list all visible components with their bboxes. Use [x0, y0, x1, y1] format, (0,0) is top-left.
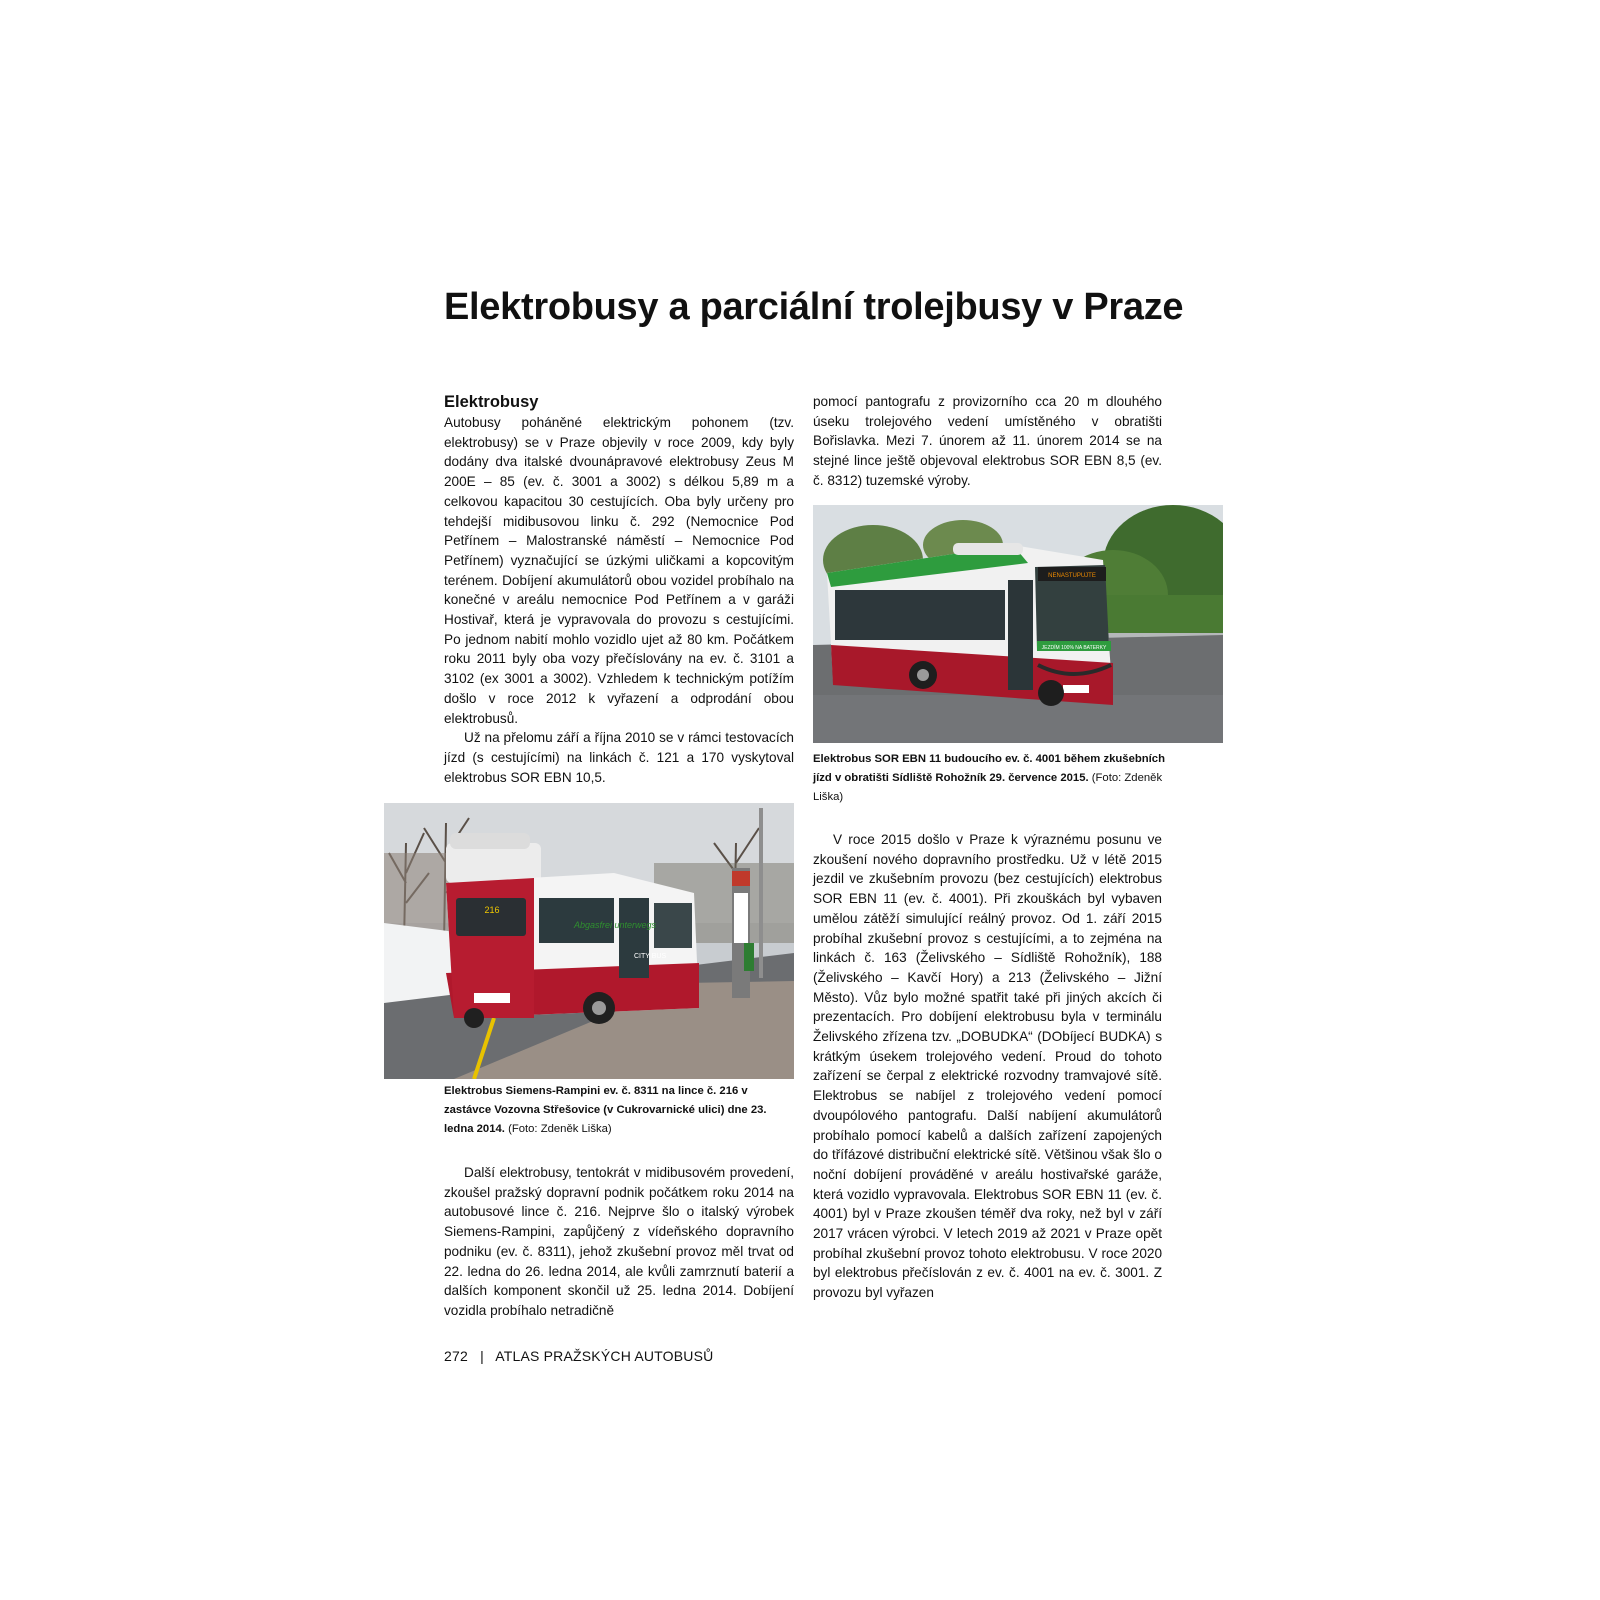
route-number: 216 [484, 905, 500, 915]
photo-right-caption [813, 750, 1173, 807]
photo-siemens-rampini-bus [384, 803, 794, 1079]
paragraph: pomocí pantografu z provizorního cca 20 m dlouhého úseku trolejového vedení umístěného v obratišti Bořislavka. Mezi 7. únorem až 11. únorem 2014 se na stejné lince ještě objevoval elektrobus SOR EBN 8,5 (ev. č. 8312) tuzemské výroby. [813, 394, 1162, 488]
page-footer [444, 1348, 713, 1364]
left-column-top [444, 392, 794, 787]
caption-text: Elektrobus Siemens-Rampini ev. č. 8311 na lince č. 216 v zastávce Vozovna Střešovice (v Cukrovarnické ulici) dne 23. ledna 2014. [444, 1085, 767, 1135]
footer-separator: | [480, 1348, 484, 1364]
front-banner: JEZDÍM 100% NA BATERKY [1041, 645, 1107, 651]
section-heading: Elektrobusy [444, 393, 539, 411]
paragraph: Už na přelomu září a října 2010 se v rámci testovacích jízd (s cestujícími) na linkách č. 121 a 170 vyskytoval elektrobus SOR EBN 10,5. [444, 730, 794, 785]
photo-credit: (Foto: Zdeněk Liška) [813, 772, 1163, 803]
photo-left-caption [444, 1082, 794, 1139]
right-column-top [813, 392, 1162, 491]
paragraph: V roce 2015 došlo v Praze k výraznému posunu ve zkoušení nového dopravního prostředku. Už v létě 2015 jezdil ve zkušebním provozu (bez cestujících) elektrobus SOR EBN 11 (ev. č. 4001). Při zkouškách byl vybaven umělou zátěží simulující reálný provoz. Od 1. září 2015 probíhal zkušební provoz s cestujícími, a to zejména na linkách č. 163 (Želivského – Sídliště Rohožník), 188 (Želivského – Kavčí Hory) a 213 (Želivského – Jižní Město). Vůz bylo možné spatřit také při jiných akcích či prezentacích. Pro dobíjení elektrobusu byla v terminálu Želivského zřízena tzv. „DOBUDKA“ (DObíjecí BUDKA) s krátkým úsekem trolejového vedení. Proud do tohoto zařízení se čerpal z elektrické rozvodny tramvajové sítě. Elektrobus se nabíjel z trolejového vedení pomocí dvoupólového pantografu. Další nabíjení akumulátorů probíhalo pomocí kabelů a dalších zařízení zapojených do třífázové distribuční elektrické sítě. Většinou však šlo o noční dobíjení prováděné v areálu hostivařské garáže, která vozidlo vypravovala. Elektrobus SOR EBN 11 (ev. č. 4001) byl v Praze zkoušen téměř dva roky, než byl v září 2017 vrácen výrobci. V letech 2019 až 2021 v Praze opět probíhal zkušební provoz tohoto elektrobusu. V roce 2020 byl elektrobus přečíslován z ev. č. 4001 na ev. č. 3001. Z provozu byl vyřazen [813, 832, 1162, 1301]
photo-sor-ebn11-bus [813, 505, 1223, 743]
photo-credit: (Foto: Zdeněk Liška) [508, 1123, 612, 1135]
page-number: 272 [444, 1348, 468, 1364]
paragraph: Další elektrobusy, tentokrát v midibusovém provedení, zkoušel pražský dopravní podnik počátkem roku 2014 na autobusové lince č. 216. Nejprve šlo o italský výrobek Siemens-Rampini, zapůjčený z vídeňského dopravního podniku (ev. č. 8311), jehož zkušební provoz měl trvat od 22. ledna do 26. ledna 2014, ale kvůli zamrznutí baterií a dalších komponent skončil už 25. ledna 2014. Dobíjení vozidla probíhalo netradičně [444, 1165, 794, 1318]
book-title: ATLAS PRAŽSKÝCH AUTOBUSŮ [495, 1348, 714, 1364]
page-title: Elektrobusy a parciální trolejbusy v Praze [444, 286, 1184, 328]
caption-text: Elektrobus SOR EBN 11 budoucího ev. č. 4001 během zkušebních jízd v obratišti Sídliště Rohožník 29. července 2015. [813, 753, 1165, 784]
left-column-bottom [444, 1163, 794, 1321]
side-advert-text: Abgasfrei unterwegs [574, 920, 657, 930]
paragraph: Autobusy poháněné elektrickým pohonem (tzv. elektrobusy) se v Praze objevily v roce 2009, kdy byly dodány dva italské dvounápravové elektrobusy Zeus M 200E – 85 (ev. č. 3001 a 3002) s délkou 5,89 m a celkovou kapacitou 30 cestujících. Oba byly určeny pro tehdejší midibusovou linku č. 292 (Nemocnice Pod Petřínem – Malostranské náměstí – Nemocnice Pod Petřínem) vyznačující se úzkými uličkami a kopcovitým terénem. Dobíjení akumulátorů obou vozidel probíhalo na konečné v areálu nemocnice Pod Petřínem a v garáži Hostivař, která je vypravovala do provozu s cestujícími. Po jednom nabití mohlo vozidlo ujet až 80 km. Počátkem roku 2011 byly oba vozy přečíslovány na ev. č. 3101 a 3102 (ex 3001 a 3002). Vzhledem k technickým potížím došlo v roce 2012 k vyřazení a odprodání obou elektrobusů. [444, 415, 794, 726]
bus-brand-text: CITY BUS [634, 953, 667, 960]
right-column-bottom [813, 830, 1162, 1303]
destination-display: NENASTUPUJTE [1048, 573, 1096, 579]
